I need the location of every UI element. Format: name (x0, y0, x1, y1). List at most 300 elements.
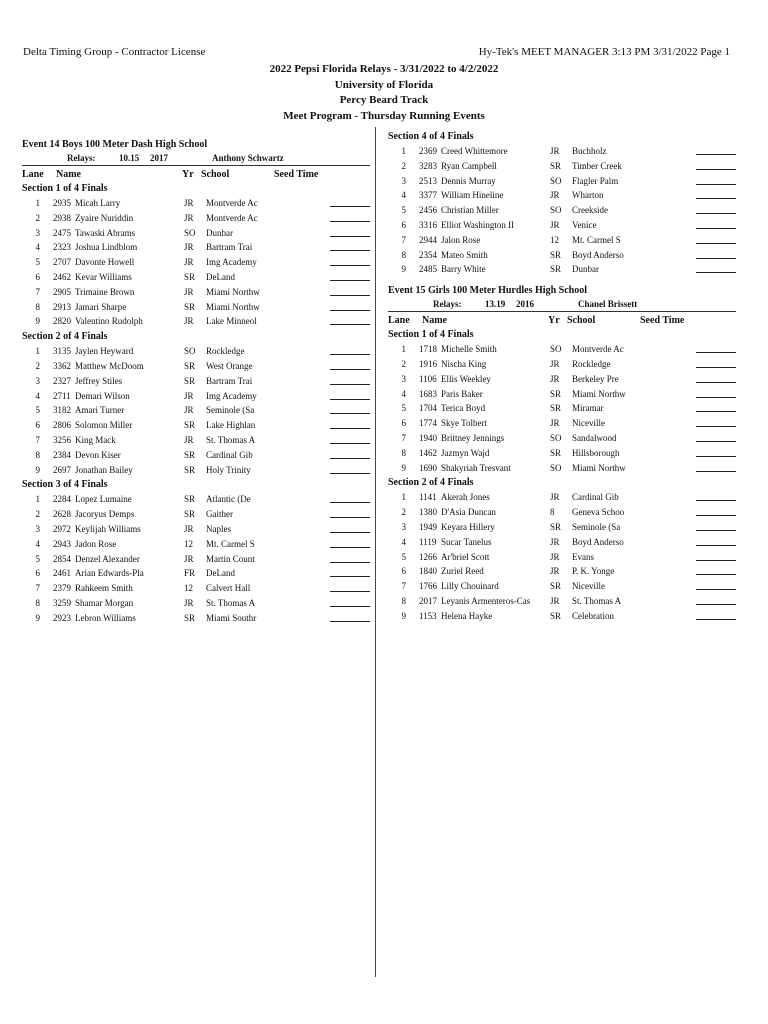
lane-number: 7 (401, 581, 406, 592)
entry-row (22, 418, 370, 433)
entry-row (22, 285, 370, 300)
entry-row (22, 611, 370, 626)
entry-row (388, 357, 736, 372)
athlete-year: 12 (550, 234, 559, 245)
athlete-year: SR (184, 301, 196, 312)
athlete-id: 3182 (53, 405, 71, 416)
entry-row (22, 359, 370, 374)
athlete-name: Helena Hayke (441, 610, 493, 621)
athlete-id: 2854 (53, 553, 71, 564)
athlete-name: Dennis Murray (441, 175, 496, 186)
entry-row (388, 174, 736, 189)
seed-time-blank (330, 621, 370, 622)
entry-row (388, 579, 736, 594)
athlete-year: JR (184, 242, 194, 253)
lane-number: 6 (401, 418, 406, 429)
entry-row (22, 463, 370, 478)
athlete-year: SO (550, 205, 562, 216)
entry-row (388, 446, 736, 461)
athlete-year: 8 (550, 507, 555, 518)
athlete-name: Akerah Jones (441, 492, 490, 503)
entry-row (22, 240, 370, 255)
athlete-school: Celebration (572, 610, 614, 621)
meet-title-block (0, 62, 768, 124)
athlete-year: 12 (184, 538, 193, 549)
event-title: Event 14 Boys 100 Meter Dash High School (22, 139, 208, 150)
lane-number: 6 (401, 219, 406, 230)
record-label: Relays: (433, 299, 462, 310)
seed-time-blank (330, 443, 370, 444)
athlete-id: 1141 (419, 492, 437, 503)
athlete-year: SR (184, 612, 196, 623)
lane-number: 7 (35, 286, 40, 297)
athlete-year: JR (550, 219, 560, 230)
entry-row (22, 507, 370, 522)
venue-university: University of Florida (334, 78, 434, 91)
athlete-id: 2923 (53, 612, 71, 623)
athlete-name: William Hineline (441, 190, 504, 201)
athlete-name: Ellis Weekley (441, 373, 491, 384)
athlete-school: Montverde Ac (206, 212, 258, 223)
athlete-year: JR (184, 597, 194, 608)
seed-time-blank (696, 574, 736, 575)
seed-time-blank (696, 382, 736, 383)
athlete-year: SR (550, 249, 562, 260)
athlete-name: Christian Miller (441, 205, 499, 216)
athlete-year: JR (184, 553, 194, 564)
athlete-school: Boyd Anderso (572, 536, 624, 547)
athlete-year: SR (184, 420, 196, 431)
athlete-school: Dunbar (206, 227, 233, 238)
athlete-id: 3362 (53, 360, 71, 371)
athlete-year: JR (550, 566, 560, 577)
athlete-name: Jamari Sharpe (75, 301, 127, 312)
athlete-school: Mt. Carmel S (572, 234, 621, 245)
entry-row (388, 594, 736, 609)
header-yr: Yr (548, 315, 560, 327)
entry-row (388, 248, 736, 263)
athlete-school: P. K. Yonge (572, 566, 615, 577)
athlete-name: Rahkeem Smith (75, 583, 133, 594)
lane-number: 2 (35, 360, 40, 371)
athlete-name: Terica Boyd (441, 403, 486, 414)
lane-number: 3 (401, 521, 406, 532)
athlete-year: SO (550, 175, 562, 186)
athlete-name: Sucar Tanelus (441, 536, 492, 547)
section-title: Section 4 of 4 Finals (388, 131, 474, 142)
seed-time-blank (330, 502, 370, 503)
athlete-id: 2462 (53, 271, 71, 282)
seed-time-blank (696, 471, 736, 472)
entry-row (22, 596, 370, 611)
record-time: 10.15 (119, 153, 140, 163)
athlete-school: Wharton (572, 190, 604, 201)
athlete-id: 3377 (419, 190, 437, 201)
seed-time-blank (330, 562, 370, 563)
athlete-year: JR (550, 373, 560, 384)
athlete-id: 1462 (419, 447, 437, 458)
entry-row (22, 374, 370, 389)
seed-time-blank (330, 399, 370, 400)
seed-time-blank (330, 250, 370, 251)
section-title: Section 3 of 4 Finals (22, 479, 108, 491)
column-headers (388, 314, 736, 327)
athlete-year: SR (184, 464, 196, 475)
lane-number: 3 (35, 375, 40, 386)
athlete-name: Jonathan Bailey (75, 464, 133, 475)
athlete-school: Rockledge (572, 358, 611, 369)
athlete-year: SR (184, 509, 196, 520)
seed-time-blank (696, 154, 736, 155)
lane-number: 9 (35, 612, 40, 623)
athlete-name: Jalon Rose (441, 234, 481, 245)
athlete-year: SR (550, 610, 562, 621)
lane-number: 5 (401, 205, 406, 216)
athlete-school: Martin Count (206, 553, 255, 564)
athlete-id: 3259 (53, 597, 71, 608)
athlete-school: DeLand (206, 271, 235, 282)
athlete-year: JR (184, 257, 194, 268)
athlete-name: Jaylen Heyward (75, 346, 134, 357)
lane-number: 3 (35, 227, 40, 238)
lane-number: 2 (35, 509, 40, 520)
athlete-id: 2905 (53, 286, 71, 297)
lane-number: 5 (35, 405, 40, 416)
athlete-school: Creekside (572, 205, 608, 216)
entry-row (22, 389, 370, 404)
athlete-school: Flagler Palm (572, 175, 619, 186)
header-yr: Yr (182, 169, 194, 180)
lane-number: 1 (401, 344, 406, 355)
athlete-id: 2707 (53, 257, 71, 268)
athlete-school: Dunbar (572, 264, 599, 275)
athlete-year: SR (184, 360, 196, 371)
athlete-school: Holy Trinity (206, 464, 251, 475)
seed-time-blank (330, 369, 370, 370)
seed-time-blank (330, 428, 370, 429)
athlete-school: Mt. Carmel S (206, 538, 255, 549)
athlete-id: 2485 (419, 264, 437, 275)
entry-row (22, 196, 370, 211)
athlete-name: Micah Larry (75, 198, 121, 208)
athlete-school: Gaither (206, 509, 233, 520)
seed-time-blank (330, 606, 370, 607)
athlete-id: 1690 (419, 462, 437, 473)
seed-time-blank (696, 589, 736, 590)
athlete-id: 1119 (419, 536, 437, 547)
seed-time-blank (696, 213, 736, 214)
meet-manager-stamp: Hy-Tek's MEET MANAGER 3:13 PM 3/31/2022 Page 1 (478, 46, 730, 58)
athlete-id: 1718 (419, 344, 437, 355)
athlete-year: SR (184, 449, 196, 460)
athlete-year: SR (550, 160, 562, 171)
seed-time-blank (330, 547, 370, 548)
entry-row (388, 342, 736, 357)
record-time: 13.19 (485, 299, 506, 310)
athlete-name: Tawaski Abrams (75, 227, 136, 238)
athlete-year: JR (550, 146, 560, 156)
entry-row (22, 537, 370, 552)
athlete-year: JR (184, 405, 194, 416)
athlete-year: JR (550, 595, 560, 606)
athlete-year: JR (550, 418, 560, 429)
athlete-school: Sandalwood (572, 432, 617, 443)
athlete-id: 2711 (53, 390, 71, 401)
column-divider (375, 127, 376, 977)
athlete-school: Seminole (Sa (206, 405, 255, 416)
athlete-school: Montverde Ac (572, 344, 624, 355)
athlete-id: 2628 (53, 509, 71, 520)
venue-track: Percy Beard Track (339, 94, 429, 106)
athlete-name: Mateo Smith (441, 249, 488, 260)
athlete-name: Ar'briel Scott (441, 551, 490, 562)
athlete-id: 2475 (53, 227, 71, 238)
athlete-name: Nischa King (441, 358, 487, 369)
seed-time-blank (696, 272, 736, 273)
entry-row (388, 159, 736, 174)
entry-row (388, 203, 736, 218)
athlete-year: SO (184, 227, 196, 238)
header-school: School (567, 315, 596, 327)
athlete-name: Zyaire Nuriddin (75, 212, 134, 223)
athlete-id: 2806 (53, 420, 71, 431)
athlete-name: Trimaine Brown (75, 286, 135, 297)
athlete-id: 2938 (53, 212, 71, 223)
section-title: Section 1 of 4 Finals (22, 183, 108, 194)
athlete-name: Joshua Lindblom (75, 242, 138, 253)
athlete-name: Jeffrey Stiles (75, 375, 123, 386)
lane-number: 1 (35, 346, 40, 357)
athlete-school: Miami Southr (206, 612, 257, 623)
athlete-year: JR (550, 190, 560, 201)
seed-time-blank (696, 426, 736, 427)
entry-row (388, 535, 736, 550)
lane-number: 4 (401, 536, 406, 547)
athlete-name: Jadon Rose (75, 538, 117, 549)
entry-row (22, 255, 370, 270)
athlete-year: JR (184, 316, 194, 327)
athlete-school: Niceville (572, 418, 605, 429)
seed-time-blank (696, 169, 736, 170)
athlete-year: SO (184, 346, 196, 357)
seed-time-blank (696, 397, 736, 398)
athlete-school: Calvert Hall (206, 583, 251, 594)
record-label: Relays: (67, 153, 96, 163)
athlete-id: 3283 (419, 160, 437, 171)
lane-number: 7 (35, 583, 40, 594)
entry-row (388, 520, 736, 535)
athlete-year: SR (184, 494, 196, 505)
lane-number: 8 (35, 597, 40, 608)
athlete-school: Miramar (572, 403, 604, 414)
athlete-name: Lebron Williams (75, 612, 136, 623)
lane-number: 6 (35, 568, 40, 579)
seed-time-blank (696, 619, 736, 620)
athlete-id: 2913 (53, 301, 71, 312)
athlete-name: Ryan Campbell (441, 160, 497, 171)
athlete-year: SO (550, 344, 562, 355)
entry-row (22, 314, 370, 329)
seed-time-blank (696, 441, 736, 442)
athlete-year: SR (550, 264, 562, 275)
athlete-year: FR (184, 568, 196, 579)
entry-row (388, 461, 736, 476)
entry-row (22, 300, 370, 315)
athlete-year: SO (550, 462, 562, 473)
header-school: School (201, 169, 230, 180)
entry-row (388, 416, 736, 431)
athlete-school: DeLand (206, 568, 235, 579)
athlete-year: 12 (184, 583, 193, 594)
athlete-school: Atlantic (De (206, 494, 251, 505)
meet-record (388, 298, 736, 310)
athlete-id: 2935 (53, 198, 71, 208)
seed-time-blank (696, 545, 736, 546)
entry-row (388, 550, 736, 565)
athlete-name: Arian Edwards-Pla (75, 568, 144, 579)
athlete-year: SR (550, 581, 562, 592)
athlete-id: 2456 (419, 205, 437, 216)
right-column (388, 129, 736, 624)
athlete-id: 1916 (419, 358, 437, 369)
athlete-year: SR (550, 403, 562, 414)
athlete-school: Timber Creek (572, 160, 622, 171)
athlete-id: 2323 (53, 242, 71, 253)
entry-row (388, 564, 736, 579)
lane-number: 2 (401, 358, 406, 369)
athlete-year: SR (550, 447, 562, 458)
athlete-school: Montverde Ac (206, 198, 258, 208)
record-year: 2017 (150, 153, 168, 163)
athlete-id: 3316 (419, 219, 437, 230)
seed-time-blank (330, 413, 370, 414)
seed-time-blank (330, 384, 370, 385)
athlete-school: Seminole (Sa (572, 521, 621, 532)
athlete-name: D'Asia Duncan (441, 507, 496, 518)
entry-row (388, 144, 736, 159)
event-title: Event 15 Girls 100 Meter Hurdles High School (388, 285, 587, 297)
lane-number: 3 (35, 523, 40, 534)
athlete-name: Leyanis Armenteros-Cas (441, 595, 531, 606)
athlete-id: 2354 (419, 249, 437, 260)
athlete-id: 1774 (419, 418, 437, 429)
header-lane: Lane (388, 315, 410, 327)
athlete-name: Amari Turner (75, 405, 125, 416)
entry-row (22, 211, 370, 226)
athlete-school: Geneva Schoo (572, 507, 625, 518)
seed-time-blank (330, 532, 370, 533)
athlete-id: 2369 (419, 146, 437, 156)
athlete-id: 2972 (53, 523, 71, 534)
header-rule (22, 165, 370, 166)
athlete-name: Denzel Alexander (75, 553, 140, 564)
seed-time-blank (696, 530, 736, 531)
seed-time-blank (330, 221, 370, 222)
section-title: Section 1 of 4 Finals (388, 329, 474, 341)
athlete-id: 1949 (419, 521, 437, 532)
athlete-id: 1766 (419, 581, 437, 592)
athlete-name: Paris Baker (441, 388, 483, 399)
athlete-year: JR (184, 212, 194, 223)
seed-time-blank (330, 265, 370, 266)
athlete-school: West Orange (206, 360, 253, 371)
meet-record (22, 152, 370, 164)
athlete-id: 3256 (53, 434, 71, 445)
athlete-school: Bartram Trai (206, 242, 253, 253)
athlete-year: JR (184, 523, 194, 534)
athlete-name: Kevar Williams (75, 271, 132, 282)
athlete-id: 2820 (53, 316, 71, 327)
athlete-year: JR (550, 492, 560, 503)
entry-row (22, 270, 370, 285)
lane-number: 7 (401, 432, 406, 443)
entry-row (22, 448, 370, 463)
seed-time-blank (696, 228, 736, 229)
athlete-school: Niceville (572, 581, 605, 592)
seed-time-blank (696, 367, 736, 368)
athlete-id: 2943 (53, 538, 71, 549)
entry-row (22, 552, 370, 567)
athlete-school: Lake Highlan (206, 420, 256, 431)
seed-time-blank (696, 243, 736, 244)
seed-time-blank (330, 206, 370, 207)
athlete-id: 1153 (419, 610, 437, 621)
athlete-id: 2284 (53, 494, 71, 505)
lane-number: 9 (35, 464, 40, 475)
seed-time-blank (696, 604, 736, 605)
athlete-school: Miami Northw (572, 388, 626, 399)
athlete-year: JR (184, 286, 194, 297)
seed-time-blank (330, 591, 370, 592)
athlete-name: Keyara Hillery (441, 521, 495, 532)
seed-time-blank (330, 576, 370, 577)
athlete-name: Michelle Smith (441, 344, 497, 355)
seed-time-blank (330, 236, 370, 237)
athlete-year: JR (550, 536, 560, 547)
seed-time-blank (330, 324, 370, 325)
athlete-year: SO (550, 432, 562, 443)
lane-number: 6 (35, 271, 40, 282)
header-seed: Seed Time (274, 169, 319, 180)
athlete-name: Solomon Miller (75, 420, 133, 431)
lane-number: 6 (401, 566, 406, 577)
lane-number: 7 (401, 234, 406, 245)
lane-number: 4 (35, 390, 40, 401)
header-rule (388, 311, 736, 312)
entry-row (22, 566, 370, 581)
athlete-school: Buchholz (572, 146, 607, 156)
entry-row (22, 344, 370, 359)
athlete-name: Devon Kiser (75, 449, 121, 460)
athlete-id: 2697 (53, 464, 71, 475)
athlete-year: JR (184, 434, 194, 445)
seed-time-blank (330, 473, 370, 474)
athlete-name: Demari Wilson (75, 390, 130, 401)
athlete-school: Img Academy (206, 390, 257, 401)
seed-time-blank (330, 310, 370, 311)
athlete-school: Cardinal Gib (206, 449, 253, 460)
program-title: Meet Program - Thursday Running Events (283, 109, 485, 122)
lane-number: 8 (401, 249, 406, 260)
seed-time-blank (696, 184, 736, 185)
athlete-year: JR (184, 198, 194, 208)
lane-number: 9 (401, 264, 406, 275)
athlete-school: St. Thomas A (206, 597, 256, 608)
athlete-school: Rockledge (206, 346, 245, 357)
license-text: Delta Timing Group - Contractor License (23, 46, 206, 58)
athlete-name: Shamar Morgan (75, 597, 134, 608)
athlete-school: Naples (206, 523, 231, 534)
